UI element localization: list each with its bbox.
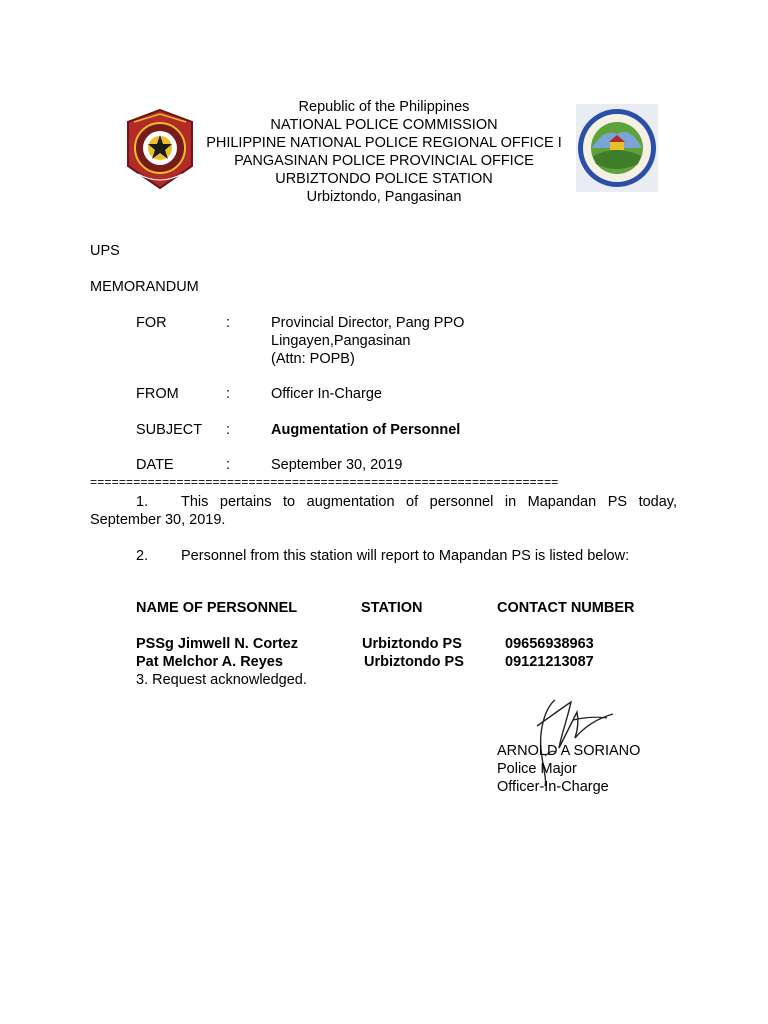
letterhead-line-address: Urbiztondo, Pangasinan — [306, 189, 462, 205]
table-header-contact: CONTACT NUMBER — [497, 600, 635, 616]
signatory-name: ARNOLD A SORIANO — [497, 743, 641, 759]
date-colon: : — [226, 457, 231, 473]
paragraph-3-text: 3. Request acknowledged. — [136, 672, 307, 688]
paragraph-1-text: This pertains to augmentation of personnel in Mapandan PS today, — [181, 494, 677, 510]
signatory-position: Officer-In-Charge — [497, 779, 609, 795]
subject-colon: : — [226, 422, 231, 438]
subject-label: SUBJECT — [136, 422, 203, 438]
signatory-rank: Police Major — [497, 761, 577, 777]
from-colon: : — [226, 386, 231, 402]
subject-value: Augmentation of Personnel — [271, 422, 461, 438]
for-value-line-3: (Attn: POPB) — [271, 351, 355, 367]
urbiztondo-police-station-seal-logo — [576, 104, 658, 192]
office-code: UPS — [90, 243, 120, 259]
letterhead-line-republic: Republic of the Philippines — [298, 99, 470, 115]
letterhead-line-station: URBIZTONDO POLICE STATION — [275, 171, 493, 187]
from-value: Officer In-Charge — [271, 386, 382, 402]
letterhead-line-pnp-regional-office: PHILIPPINE NATIONAL POLICE REGIONAL OFFICE I — [206, 135, 562, 151]
paragraph-1-continuation: September 30, 2019. — [90, 512, 226, 528]
from-label: FROM — [136, 386, 179, 402]
for-colon: : — [226, 315, 231, 331]
for-label: FOR — [136, 315, 167, 331]
document-type: MEMORANDUM — [90, 279, 199, 295]
date-value: September 30, 2019 — [271, 457, 403, 473]
for-value-line-2: Lingayen,Pangasinan — [271, 333, 411, 349]
for-value-line-1: Provincial Director, Pang PPO — [271, 315, 465, 331]
paragraph-2-text: Personnel from this station will report to Mapandan PS is listed below: — [181, 548, 630, 564]
table-header-name: NAME OF PERSONNEL — [136, 600, 298, 616]
table-row-1-name: PSSg Jimwell N. Cortez — [136, 636, 298, 652]
table-row-1-station: Urbiztondo PS — [362, 636, 462, 652]
table-row-2-contact: 09121213087 — [505, 654, 594, 670]
table-row-2-name: Pat Melchor A. Reyes — [136, 654, 283, 670]
paragraph-1-number: 1. — [136, 494, 149, 510]
letterhead — [180, 98, 588, 206]
table-row-2-station: Urbiztondo PS — [364, 654, 464, 670]
date-label: DATE — [136, 457, 174, 473]
paragraph-2-number: 2. — [136, 548, 149, 564]
letterhead-line-napolcom: NATIONAL POLICE COMMISSION — [270, 117, 498, 133]
table-header-station: STATION — [361, 600, 423, 616]
table-row-1-contact: 09656938963 — [505, 636, 594, 652]
letterhead-line-provincial-office: PANGASINAN POLICE PROVINCIAL OFFICE — [234, 153, 534, 169]
separator-line: ================================================================= — [90, 476, 559, 488]
